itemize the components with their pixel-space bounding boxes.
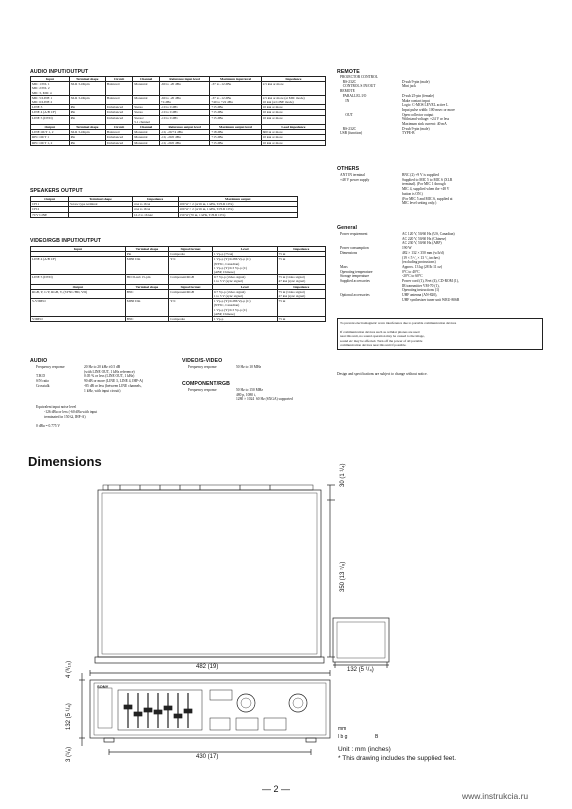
table-cell: -10 to 0 dBv [159, 115, 209, 124]
table-header-cell: Terminal shape [69, 125, 105, 130]
dim-depth: 350 (13 ⁷/₈) [340, 561, 346, 592]
spec-row [340, 251, 540, 265]
spec-row [36, 384, 176, 393]
table-cell: XLR 3-Ohpin [69, 95, 105, 104]
video-spec-title: VIDEO/S-VIDEO [182, 358, 223, 364]
table-cell: -10 to 0 dBv [159, 110, 209, 115]
table-row [31, 95, 326, 104]
unit-note: Unit : mm (inches) [338, 746, 391, 753]
table-header-cell: Terminal shape [125, 284, 169, 289]
spec-value: TYPE-B [402, 131, 415, 136]
table-cell: Screw type terminal [69, 202, 133, 207]
spec-key: Power consumption [340, 246, 369, 251]
table-header-cell: Input [31, 77, 70, 82]
spec-key: T.H.D [36, 374, 45, 379]
speakers-table [30, 196, 298, 218]
table-cell: MINI Din [125, 299, 169, 317]
spec-value: D-sub 9-pin (male) [402, 126, 430, 131]
video-spec-list [188, 365, 328, 370]
table-header-cell: Maximum output [178, 197, 297, 202]
table-cell: -10, -20/0 dBu [159, 140, 209, 145]
dimension-drawing [0, 470, 572, 770]
table-header-cell: Circuit [105, 125, 132, 130]
spec-key: Crosstalk [36, 383, 50, 388]
spec-key: Mass [340, 264, 348, 269]
feet-label: l b g [338, 734, 348, 740]
general-title: General [337, 225, 358, 231]
table-cell: Monaural [133, 140, 160, 145]
table-cell: Y/C [169, 257, 213, 275]
spec-value: 20 Hz to 20 kHz ±0.5 dB (with LINE OUT, 1 kHz reference) [84, 365, 135, 374]
table-row [31, 82, 326, 96]
table-cell: Stereo [133, 105, 160, 110]
spec-value: 90 dB or more (LINE 3, LINE 4, IHF-A) [84, 379, 144, 384]
table-cell: MINI Din [125, 257, 169, 275]
table-header-cell: Impedance [277, 284, 325, 289]
table-cell [69, 212, 133, 217]
spec-value: UHF antenna (AN-820), UHF synthesizer tuner unit WRU-806B [402, 293, 460, 302]
spec-key: Operating temperature [340, 269, 373, 274]
spec-row [340, 293, 540, 302]
dim-height-front: 132 (5 ¹/₄) [66, 703, 72, 730]
table-header-cell: Level [212, 284, 277, 289]
table-row [31, 257, 326, 275]
spec-value: 0°C to 40°C [402, 269, 420, 274]
sony-logo: SONY [97, 684, 109, 689]
table-cell: LINE 5 (DVD) [31, 275, 126, 284]
dimensions-title: Dimensions [28, 454, 102, 469]
table-cell: VIDEO [31, 317, 126, 322]
spec-row [188, 365, 328, 370]
spec-row [340, 99, 540, 113]
table-cell: Composite [169, 252, 213, 257]
table-cell: Unbalanced [105, 105, 132, 110]
spec-key: +48 V power supply [340, 177, 370, 182]
spec-row [340, 232, 540, 246]
table-cell: CH 2 [31, 207, 69, 212]
dim-height-small: 3 (¹/₈) [66, 746, 72, 762]
spec-row [188, 388, 338, 402]
remote-list [340, 75, 540, 136]
table-cell: Unbalanced [105, 115, 132, 124]
spec-row [340, 113, 540, 127]
table-cell: 1 Vp-p [212, 317, 277, 322]
dim-width-outer: 482 (19) [196, 664, 219, 670]
table-cell: RGB, Y, C/Y, RGB, V, (SYNC/HD, VD) [31, 289, 126, 298]
table-cell: 75 Ω [277, 299, 325, 317]
table-cell: MIC 1/WL 1 MIC 2/WL 2 MIC 3, MIC 4 [31, 82, 70, 96]
table-header-cell: Maximum output level [210, 125, 261, 130]
spec-key: REMOTE [340, 89, 355, 94]
table-cell: -37 to -12 dBu [210, 82, 261, 96]
table-cell: HD D-sub 15-pin [125, 275, 169, 284]
table-cell: 600 Ω or more [261, 130, 325, 135]
table-cell: +15 dBu [210, 140, 261, 145]
front-knob-right [289, 694, 307, 712]
feet-b-label: B [375, 734, 379, 740]
table-cell: Pin [69, 135, 105, 140]
spec-key: Frequency response [188, 388, 217, 392]
table-header-cell: Impedance [261, 77, 325, 82]
general-list [340, 232, 540, 303]
table-cell: Balanced [105, 130, 132, 135]
table-cell: 0.7 Vp-p (video signal) 1 to 5 V (sync signal) [212, 275, 277, 284]
spec-key: USB (function) [340, 131, 363, 136]
audio-io-table [30, 76, 326, 146]
spec-value: -85 dB or less (between LINE channels, 1 kHz, with input circuit) [84, 383, 142, 393]
table-cell: 10 kΩ or more [261, 105, 325, 110]
table-cell: LINE 4 (A/B CF) [31, 257, 126, 275]
spec-key: Optional accessories [340, 293, 370, 298]
table-cell: 0.7 Vp-p (video signal) 1 to 5 V (sync signal) [212, 289, 277, 298]
table-cell: CH 1 [31, 202, 69, 207]
table-cell: XLR 3-Ohpin [69, 130, 105, 135]
spec-key: PARALLEL I/O [340, 93, 367, 98]
table-cell: LINE 5 (DVD) [31, 115, 70, 124]
table-cell: Pin [69, 110, 105, 115]
table-row [31, 275, 326, 284]
video-io-table [30, 246, 326, 322]
table-cell: Stereo/ 5.1 channel [133, 115, 160, 124]
audio-spec-title: AUDIO [30, 358, 48, 364]
table-cell: 12.2 to 16 kΩ [132, 212, 178, 217]
spec-key: Frequency response [36, 365, 65, 369]
table-cell: LINE OUT 1, 2 [31, 130, 70, 135]
table-cell: Monaural [133, 130, 160, 135]
table-cell: 75 Ω [277, 257, 325, 275]
spec-value: Open collector output Withstand voltage: +24 V or less Maximum sink current: 40 mA [402, 112, 450, 127]
table-header-cell: Level [212, 247, 277, 252]
table-cell: Pin [125, 252, 169, 257]
spec-key: Dimensions [340, 250, 358, 255]
table-header-cell: Output [31, 125, 70, 130]
table-row [31, 212, 298, 217]
spec-value: 190 W [402, 246, 412, 251]
spec-key: IN [340, 98, 350, 103]
table-cell: Unbalanced [105, 140, 132, 145]
table-cell: Monaural [133, 135, 160, 140]
spec-key: S/N ratio [36, 379, 50, 384]
table-cell: 4 Ω to 16 Ω [132, 207, 178, 212]
table-cell: 2.5 kΩ or more (at MIC mode) 10 kΩ (at LINE mode) [261, 95, 325, 104]
design-note: Design and specifications are subject to change without notice. [337, 372, 428, 376]
audio-io-title: AUDIO INPUT/OUTPUT [30, 69, 89, 75]
component-spec-title: COMPONENT/RGB [182, 381, 230, 387]
table-cell: Pin [69, 115, 105, 124]
table-cell: +18 dBu [210, 130, 261, 135]
table-cell: Composite [169, 317, 213, 322]
table-cell: MIC 5/LINE 1 MIC 6/LINE 2 [31, 95, 70, 104]
table-cell: LINE 4 (A/B CF) [31, 110, 70, 115]
spec-value: BNC (2) +9 V is supplied [402, 173, 439, 177]
table-row [31, 130, 326, 135]
supplied-feet-note: * This drawing includes the supplied feet. [338, 755, 457, 762]
table-cell: 2.5 kΩ or more [261, 82, 325, 96]
table-cell: 75 Ω [277, 317, 325, 322]
table-cell: 75 Ω (video signal) 47 kΩ (sync signal) [277, 289, 325, 298]
spec-key: Frequency response [188, 365, 217, 369]
table-header-cell: Terminal shape [125, 247, 169, 252]
dim-side-depth: 132 (5 ¹/₄) [347, 667, 374, 673]
spec-key: Supplied accessories [340, 279, 370, 284]
audio-spec-extra: Equivalent input noise level -126 dBu or less (-60 dBu with input terminated in 150 Ω, IHF-A) 0 dBu = 0.775 V [36, 405, 98, 429]
table-cell: -10, -20/+4 dBu [159, 130, 209, 135]
others-title: OTHERS [337, 166, 360, 172]
table-row [31, 289, 326, 298]
table-cell: 10 kΩ or more [261, 110, 325, 115]
table-cell: 100 W × 2 (4/16 Ω, 1 kHz, T.H.D 10%) [178, 202, 297, 207]
spec-value: -20°C to 60°C [402, 274, 423, 279]
audio-spec-list [36, 365, 176, 393]
table-cell: Y/C [169, 299, 213, 317]
table-cell: +15 dBu [210, 105, 261, 110]
remote-title: REMOTE [337, 69, 360, 75]
spec-key: Storage temperature [340, 274, 370, 279]
table-header-cell: Channel [133, 77, 160, 82]
video-io-title: VIDEO/RGB INPUT/OUTPUT [30, 238, 102, 244]
table-header-cell: Signal format [169, 284, 213, 289]
dim-height-side-top: 4 (³/₁₆) [66, 660, 72, 678]
spec-value: Make contact input Logic: C-MOS LEVEL active L Input pulse width: 100 msec or more [402, 98, 455, 112]
table-header-cell: Signal format [169, 247, 213, 252]
table-header-cell: Channel [133, 125, 160, 130]
spec-value: Mini jack [402, 84, 416, 89]
table-cell: Monaural [133, 82, 160, 96]
table-header-cell: Output [31, 284, 126, 289]
spec-key: RS-232C [340, 79, 357, 84]
spec-value: AC 120 V, 50/60 Hz (US, Canadian) AC 220 V, 50/60 Hz (Chinese) AC 230 V, 50/60 Hz (ABP) [402, 232, 455, 246]
table-header-cell: Terminal shape [69, 77, 105, 82]
table-cell: 75 Ω [277, 252, 325, 257]
table-cell: 150 W (70 Ω, 1 kHz, T.H.D 10%) [178, 212, 297, 217]
spec-value: 50 Hz to 150 MHz 480 p, 1080 i, 1280 × 1024 60 Hz (SXGA) supported [236, 388, 293, 402]
table-cell: XLR 3-Ohpin [69, 82, 105, 96]
table-row [31, 299, 326, 317]
spec-value: 50 Hz to 10 MHz [236, 365, 262, 369]
front-knob-left [237, 694, 255, 712]
table-cell: Pin [69, 140, 105, 145]
table-cell: +15 dBu [210, 115, 261, 124]
table-cell: Pin [69, 105, 105, 110]
table-header-cell: Reference input level [159, 77, 209, 82]
table-cell: BNC [125, 317, 169, 322]
table-cell: -60 to -20 dBu [159, 82, 209, 96]
table-cell: 10 kΩ or more [261, 140, 325, 145]
table-cell: 10 kΩ or more [261, 135, 325, 140]
spec-value: D-sub 9-pin (male) [402, 79, 430, 84]
table-cell: 100 W × 2 (4/16 Ω, 1 kHz, T.H.D 10%) [178, 207, 297, 212]
spec-key: Power requirement [340, 232, 368, 236]
table-cell: Stereo [133, 110, 160, 115]
dim-height-top: 30 (1 ¹/₄) [340, 463, 346, 487]
side-view-outline [333, 618, 389, 662]
spec-row [340, 131, 540, 136]
table-row [31, 140, 326, 145]
table-header-cell: Input [31, 247, 126, 252]
top-view-outline [98, 490, 321, 657]
spec-value: Power cord (1), Feet (4), CD-ROM (1), IR transmitter VM-70 (1), Operating instructions (1) [402, 279, 459, 293]
table-cell: 1 Vp-p (Y)/0.286 Vp-p (C) (NTSC, Canadian) 1 Vp-p (Y)/0.3 Vp-p (C) (ABP, Chinese) [212, 257, 277, 275]
table-row [31, 317, 326, 322]
table-cell: REC OUT 1, 2 [31, 140, 70, 145]
dim-width-inner: 430 (17) [196, 754, 219, 760]
table-cell: -10 to 0 dBv [159, 105, 209, 110]
table-header-cell: Load impedance [261, 125, 325, 130]
table-cell: +15 dBu [210, 110, 261, 115]
spec-value: Supplied to MIC 5 to MIC 6 (XLR terminal). (For MIC 1 through MIC 4, supplied when the +48 V button is ON.) (For MIC 5 and MIC 6, supplied at MIC level setting only.) [402, 177, 453, 206]
table-header-cell: Maximum input level [210, 77, 261, 82]
top-view-front-panel [95, 657, 324, 663]
spec-value: Approx. 13 kg (28 lb 11 oz) [402, 264, 443, 269]
table-cell: Unbalanced [105, 110, 132, 115]
table-header-cell: Reference output level [159, 125, 209, 130]
table-cell: 4 Ω to 16 Ω [132, 202, 178, 207]
spec-value: 0.05 % or less (LINE OUT, 1 kHz) [84, 374, 135, 379]
spec-key: RS-232C [340, 126, 357, 131]
page-number: — 2 — [262, 784, 291, 794]
table-cell: Component/RGB [169, 275, 213, 284]
speakers-title: SPEAKERS OUTPUT [30, 188, 83, 194]
table-cell: -60 to -20 dBu +4 dBu [159, 95, 209, 104]
table-cell: Monaural [133, 95, 160, 104]
table-header-cell: Impedance [277, 247, 325, 252]
table-cell: 1 Vp-p (75 Ω) [212, 252, 277, 257]
interference-notice: To prevent electromagnetic wave interference due to portable communication devices If communication devices such as cellular phones are used near this unit, no sound operation may be caused to the image, sound etc may be affected. Turn off the power of all portable communication devices near this unit if possible. [337, 318, 543, 350]
spec-key: PROJECTOR CONTROL [340, 75, 378, 79]
table-cell: S-VIDEO [31, 299, 126, 317]
table-cell: LINE 3 [31, 105, 70, 110]
spec-key: ANT IN terminal [340, 173, 365, 177]
table-cell: Unbalanced [105, 135, 132, 140]
spec-row [340, 279, 540, 293]
spec-value: D-sub 25-pin (female) [402, 93, 435, 98]
table-cell: Balanced [105, 82, 132, 96]
others-list [340, 173, 540, 206]
table-cell: BNC [125, 289, 169, 298]
table-cell: Component/RGB [169, 289, 213, 298]
table-cell: 75 Ω (video signal) 47 kΩ (sync signal) [277, 275, 325, 284]
component-spec-list [188, 388, 338, 402]
table-row [31, 115, 326, 124]
table-cell: -37 to -12 dBu +40 to +22 dBu [210, 95, 261, 104]
table-cell: 70 V LINE [31, 212, 69, 217]
table-header-cell: Circuit [105, 77, 132, 82]
table-header-cell: Output [31, 197, 69, 202]
table-cell: -10, -20/0 dBu [159, 135, 209, 140]
table-cell: 10 kΩ or more [261, 115, 325, 124]
spec-value: 482 × 132 × 350 mm (w/h/d) (19 × 5 ¹/₄ × 13 ⁷/₈ inches) (excluding protrusions) [402, 250, 444, 265]
watermark: www.instrukcia.ru [462, 791, 529, 801]
table-row [31, 135, 326, 140]
spec-key: CONTROL S IN/OUT [340, 84, 376, 89]
spec-row [36, 365, 176, 374]
spec-row [340, 178, 540, 206]
table-cell: 1 Vp-p (Y)/0.286 Vp-p (C) (NTSC, Canadian) 1 Vp-p (Y)/0.3 Vp-p (C) (ABP, Chinese) [212, 299, 277, 317]
spec-key: OUT [340, 112, 353, 117]
unit-abbr: mm [338, 726, 347, 732]
table-cell: +15 dBu [210, 135, 261, 140]
table-header-cell: Impedance [132, 197, 178, 202]
table-cell: Balanced [105, 95, 132, 104]
table-cell: REC OUT 1 [31, 135, 70, 140]
table-header-cell: Terminal shape [69, 197, 133, 202]
